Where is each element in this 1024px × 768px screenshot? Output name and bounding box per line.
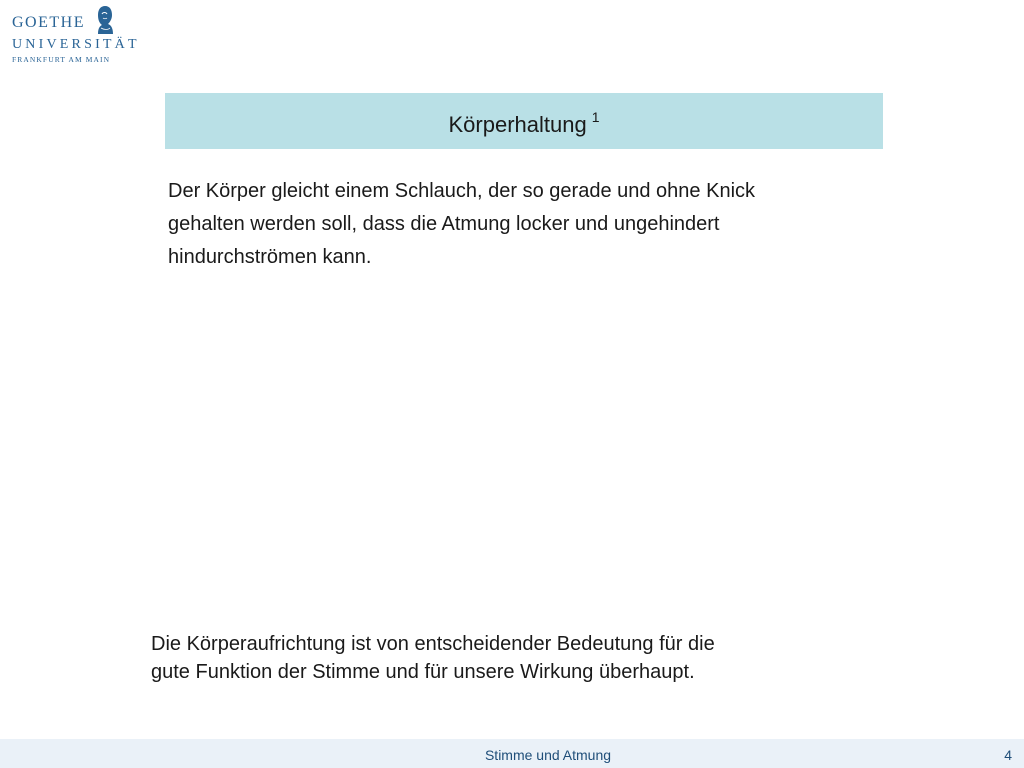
logo-line-goethe: GOETHE (12, 14, 85, 31)
body-line: hindurchströmen kann. (168, 246, 372, 268)
footer-page-number: 4 (1004, 747, 1012, 763)
conclusion-line: Die Körperaufrichtung ist von entscheidender Bedeutung für die (151, 633, 715, 655)
conclusion-line: gute Funktion der Stimme und für unsere Wirkung überhaupt. (151, 661, 695, 683)
slide-title-footnote-marker: 1 (591, 108, 600, 125)
logo-line-frankfurt: FRANKFURT AM MAIN (12, 55, 111, 64)
logo-line-universitaet: UNIVERSITÄT (12, 37, 140, 52)
slide-title-text: Körperhaltung (448, 111, 587, 137)
goethe-portrait-icon (92, 4, 116, 38)
footer-presentation-title: Stimme und Atmung (484, 747, 612, 763)
university-logo (10, 4, 140, 64)
body-line: gehalten werden soll, dass die Atmung locker und ungehindert (168, 213, 720, 235)
slide-footer (0, 739, 1024, 768)
slide-body-paragraph (168, 175, 858, 274)
slide-title (448, 105, 599, 138)
body-line: Der Körper gleicht einem Schlauch, der so gerade und ohne Knick (168, 180, 756, 202)
slide-title-bar (165, 93, 883, 149)
slide-conclusion-paragraph (151, 630, 851, 686)
